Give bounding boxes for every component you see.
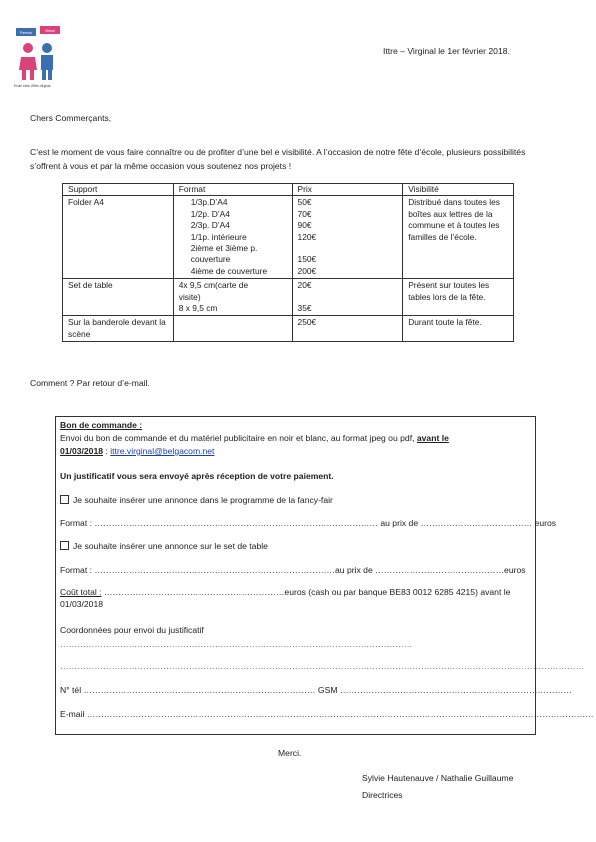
header-visibilite: Visibilité xyxy=(403,184,514,196)
header-format: Format xyxy=(173,184,292,196)
format-cell xyxy=(173,316,292,342)
price-line: 20€ xyxy=(297,280,312,291)
format-line: 8 x 9,5 cm xyxy=(178,303,218,314)
format-line: 2/3p. D’A4 xyxy=(190,220,230,231)
price-line: 50€ xyxy=(297,197,312,208)
table-row xyxy=(63,196,514,279)
format-line: 2ième et 3ième p. xyxy=(190,243,258,254)
format-line: 4ième de couverture xyxy=(190,265,268,276)
email-field[interactable]: E-mail …………………………………………………………………………………………………………………………………………………………… xyxy=(60,709,594,719)
email-separator: : xyxy=(103,446,111,456)
justificatif-note: Un justificatif vous sera envoyé après réception de votre paiement. xyxy=(60,471,334,481)
table-row xyxy=(63,316,514,342)
format-line: couverture xyxy=(190,254,231,265)
support-cell: Set de table xyxy=(63,279,174,316)
option-program-label: Je souhaite insérer une annonce dans le programme de la fancy-fair xyxy=(73,495,333,505)
order-deadline-email xyxy=(60,446,214,456)
total-label: Coût total : xyxy=(60,587,102,597)
format-line: 4x 9,5 cm(carte de xyxy=(178,280,249,291)
phone-field[interactable]: N° tél ……………………………………………………………………… GSM ……………………………………………………………………… xyxy=(60,685,572,695)
table-row xyxy=(63,279,514,316)
logo-badge-right-text: Virtuel xyxy=(45,29,55,33)
total-line[interactable] xyxy=(60,587,510,597)
format-line: visite) xyxy=(178,291,201,302)
coords-field-1[interactable]: …………………………………………………………………………………………………………… xyxy=(60,639,413,649)
option-program[interactable] xyxy=(60,495,333,505)
price-line: 120€ xyxy=(297,231,317,242)
logo-caption: Ecole Libre d'Ittre-Virginal xyxy=(14,84,51,88)
school-logo xyxy=(12,24,64,92)
total-date: 01/03/2018 xyxy=(60,599,104,609)
visibility-cell: Distribué dans toutes les boîtes aux lettres de la commune et à toutes les familles de l’école. xyxy=(403,196,514,279)
visibility-cell: Durant toute la fête. xyxy=(403,316,514,342)
price-line: 70€ xyxy=(297,208,312,219)
price-cell xyxy=(292,279,403,316)
signatories-role: Directrices xyxy=(362,790,403,800)
order-title: Bon de commande : xyxy=(60,420,143,430)
option-set-de-table[interactable] xyxy=(60,541,268,551)
logo-badge-left-text: Parents xyxy=(19,31,33,35)
format-field-program[interactable]: Format : ……………………………………………………………………………………… au prix de ………………………………… euros xyxy=(60,518,557,528)
checkbox-set-de-table[interactable] xyxy=(60,541,69,550)
date-line: Ittre – Virginal le 1er février 2018. xyxy=(383,46,510,56)
price-line xyxy=(298,243,398,254)
total-text: ………………………………………………………euros (cash ou par banque BE83 0012 6285 4215) avant le xyxy=(101,587,511,597)
price-line: 200€ xyxy=(297,265,317,276)
table-header-row xyxy=(63,184,514,196)
price-line xyxy=(298,292,398,303)
format-cell xyxy=(173,279,292,316)
instruction-text: Envoi du bon de commande et du matériel publicitaire en noir et blanc, au format jpeg ou pdf, xyxy=(60,433,415,443)
support-cell: Sur la banderole devant la scène xyxy=(63,316,174,342)
format-line: 1/2p. D’A4 xyxy=(190,208,230,219)
email-link[interactable]: ittre.virginal@belgacom.net xyxy=(110,446,215,456)
format-line: 1/1p. intérieure xyxy=(190,231,247,242)
coords-label: Coordonnées pour envoi du justificatif xyxy=(60,625,204,635)
price-line: 35€ xyxy=(297,303,312,314)
comment-line: Comment ? Par retour d’e-mail. xyxy=(30,378,150,388)
header-prix: Prix xyxy=(292,184,403,196)
price-cell xyxy=(292,196,403,279)
support-cell: Folder A4 xyxy=(63,196,174,279)
header-support: Support xyxy=(63,184,174,196)
deadline-date: 01/03/2018 xyxy=(60,446,104,456)
offer-table xyxy=(62,183,514,342)
signatories: Sylvie Hautenauve / Nathalie Guillaume xyxy=(362,773,514,783)
option-set-label: Je souhaite insérer une annonce sur le set de table xyxy=(73,541,268,551)
order-instruction xyxy=(60,433,449,443)
greeting: Chers Commerçants, xyxy=(30,113,112,123)
format-cell xyxy=(173,196,292,279)
intro-paragraph: C’est le moment de vous faire connaître ou de profiter d’une bel e visibilité. A l’occasion de notre fête d’école, plusieurs possibilités s’offrent à vous et par la même occasion vous soutenez nos projets ! xyxy=(30,147,526,171)
deadline-prefix: avant le xyxy=(416,433,449,443)
coords-field-2[interactable]: ………………………………………………………………………………………………………………………………………………………………… xyxy=(60,661,585,671)
format-line: 1/3p.D’A4 xyxy=(190,197,228,208)
order-form xyxy=(55,416,594,735)
price-line: 90€ xyxy=(297,220,312,231)
price-line: 150€ xyxy=(297,254,317,265)
checkbox-program[interactable] xyxy=(60,495,69,504)
visibility-cell: Présent sur toutes les tables lors de la fête. xyxy=(403,279,514,316)
format-field-set[interactable]: Format : …………………………………………………………………………au prix de ………………………………………euros xyxy=(60,565,526,575)
merci: Merci. xyxy=(278,748,302,758)
price-cell: 250€ xyxy=(292,316,403,342)
